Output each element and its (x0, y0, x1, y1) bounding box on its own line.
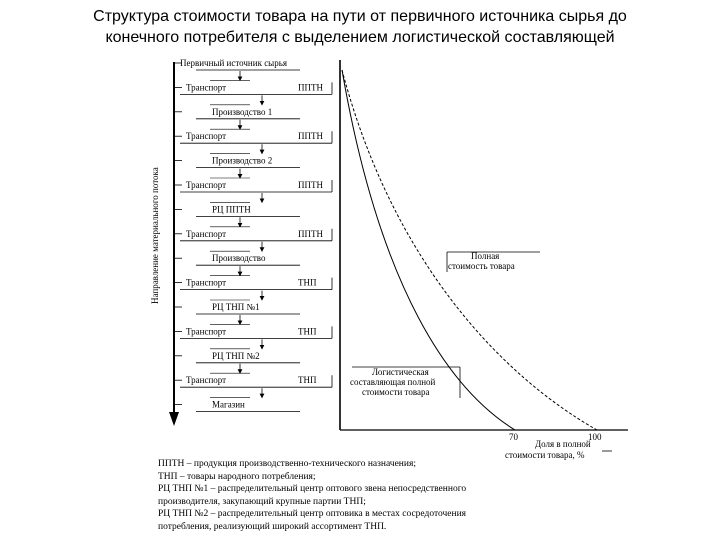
stage-node-label: Первичный источник сырья (180, 58, 287, 68)
stage-node-label: Магазин (212, 399, 245, 410)
stage-row (174, 58, 300, 80)
stage-goods-type: ППТН (298, 228, 323, 239)
logistic-label-1: Логистическая (372, 367, 429, 377)
flow-direction-label: Направление материального потока (150, 167, 160, 304)
stage-goods-type: ППТН (298, 82, 323, 93)
legend-item: РЦ ТНП №1 – распределительный центр оптового звена непосредственного (158, 484, 467, 495)
full-cost-label-2: стоимость товара (448, 261, 515, 271)
stage-node-label: РЦ ТНП №1 (212, 302, 260, 312)
stage-node-label: Производство 1 (212, 106, 273, 117)
stage-node-label: РЦ ТНП №2 (212, 350, 260, 361)
stage-row (174, 375, 332, 397)
stage-transport-label: Транспорт (186, 228, 227, 239)
legend-item: ППТН – продукция производственно-технического назначения; (158, 459, 416, 469)
stage-transport-label: Транспорт (186, 375, 227, 386)
logistic-label-2: составляющая полной (350, 377, 436, 387)
stage-row (174, 278, 332, 300)
x-tick-70: 70 (509, 432, 518, 442)
stage-node-label: Производство (212, 253, 266, 264)
title-line-1: Структура стоимости товара на пути от первичного источника сырья до (93, 8, 627, 25)
legend-item: ТНП – товары народного потребления; (158, 471, 316, 482)
stage-row (174, 326, 332, 348)
title-line-2: конечного потребителя с выделением логистической составляющей (105, 29, 615, 46)
logistic-label-3: стоимости товара (362, 387, 430, 397)
legend-item: РЦ ТНП №2 – распределительный центр оптовика в местах сосредоточения (158, 509, 467, 520)
x-axis-label-1: Доля в полной (535, 439, 591, 449)
flow-arrow-head (169, 412, 179, 426)
stage-goods-type: ТНП (298, 375, 317, 386)
stage-row (174, 180, 332, 202)
stage-row (174, 351, 300, 373)
stage-row (174, 302, 300, 324)
stage-transport-label: Транспорт (186, 82, 227, 93)
stage-goods-type: ППТН (298, 131, 323, 142)
full-cost-label-1: Полная (471, 251, 500, 261)
stage-node-label: РЦ ППТН (212, 204, 251, 215)
stage-goods-type: ППТН (298, 180, 323, 190)
stage-transport-label: Транспорт (186, 131, 227, 142)
legend-item: потребления, реализующий широкий ассортимент ТНП. (158, 521, 387, 532)
stage-row (174, 204, 300, 226)
stage-row (174, 253, 300, 275)
stage-goods-type: ТНП (298, 277, 317, 288)
legend-item: производителя, закупающий крупные партии ТНП; (158, 496, 366, 507)
stage-goods-type: ТНП (298, 326, 317, 337)
stage-row (174, 156, 300, 178)
legend (158, 458, 588, 534)
stage-row (174, 229, 332, 251)
x-axis-label-2: стоимости товара, % (505, 450, 585, 460)
stage-row (174, 107, 300, 129)
stage-node-label: Производство 2 (212, 155, 273, 166)
stage-row (174, 82, 332, 104)
stage-row (174, 131, 332, 153)
stage-transport-label: Транспорт (186, 326, 227, 337)
stage-transport-label: Транспорт (186, 180, 227, 190)
supply-chain-stages (174, 58, 332, 412)
stage-transport-label: Транспорт (186, 277, 227, 288)
stage-row (174, 400, 300, 412)
x-tick-100: 100 (588, 432, 602, 442)
